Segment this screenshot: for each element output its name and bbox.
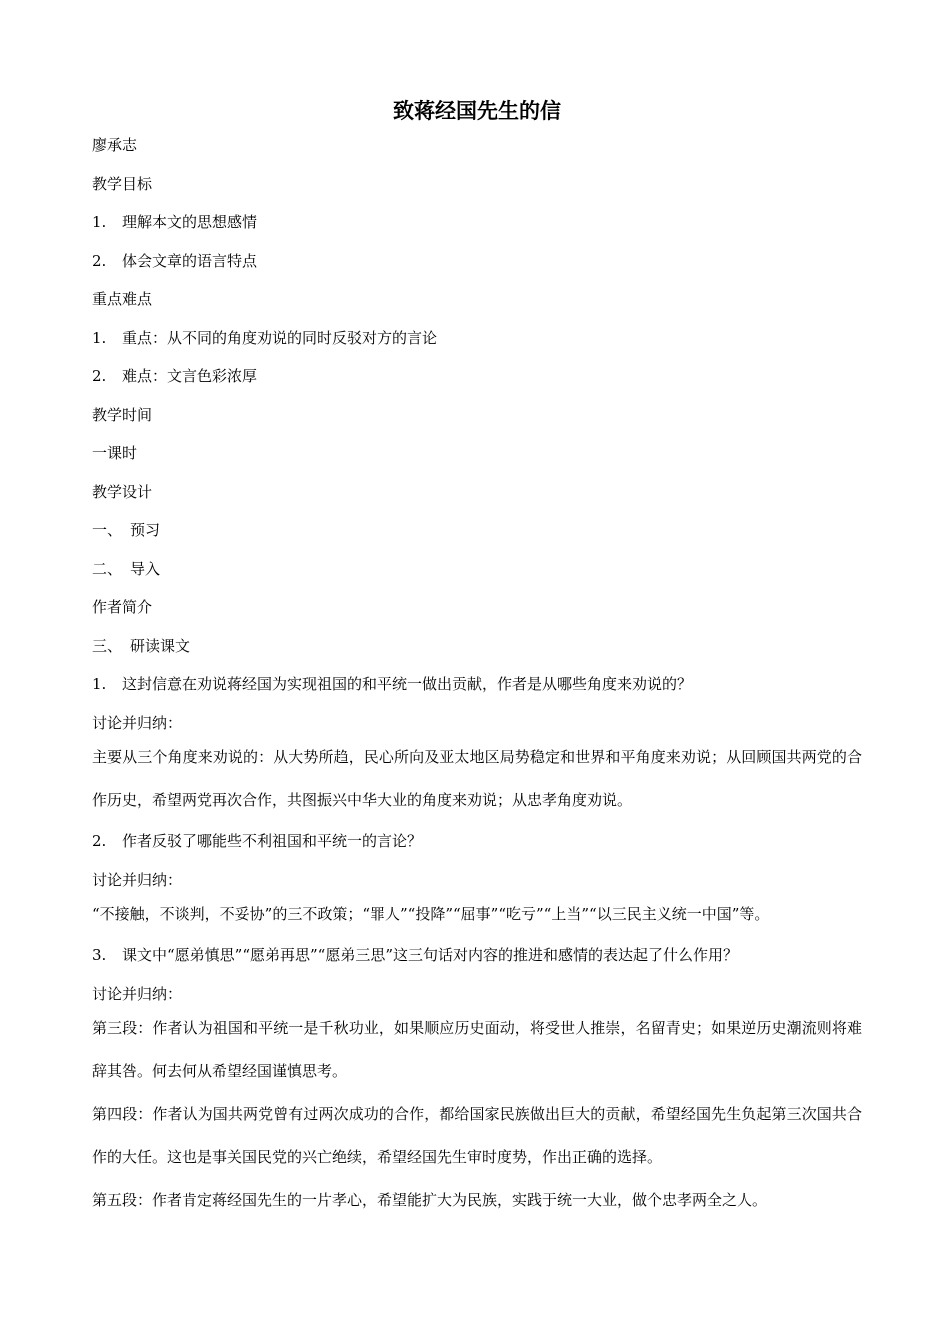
- discuss-label: 讨论并归纳：: [92, 984, 183, 1003]
- discuss-label: 讨论并归纳：: [92, 870, 183, 889]
- goal-number: 2.: [92, 251, 107, 270]
- step-text: 预习: [130, 521, 161, 539]
- author-intro: 作者简介: [92, 598, 153, 616]
- step-number: 一、: [92, 521, 123, 539]
- answer-paragraph: 主要从三个角度来劝说的：从大势所趋，民心所向及亚太地区局势稳定和世界和平角度来劝说；从回顾国共两党的合作历史，希望两党再次合作，共图振兴中华大业的角度来劝说；从忠孝角度劝说。: [92, 748, 862, 809]
- step-item: [92, 627, 862, 666]
- author-name: 廖承志: [92, 136, 138, 154]
- question-item: [92, 665, 862, 704]
- keypoint-text: 重点：从不同的角度劝说的同时反驳对方的言论: [122, 328, 438, 347]
- keypoint-text: 难点：文言色彩浓厚: [122, 367, 258, 385]
- question-number: 3.: [92, 946, 107, 964]
- question-number: 2.: [92, 832, 107, 850]
- design-heading: 教学设计: [92, 482, 153, 501]
- step-number: 三、: [92, 636, 123, 655]
- step-item: [92, 511, 862, 550]
- step-number: 二、: [92, 559, 123, 578]
- answer-paragraph: 第五段：作者肯定蒋经国先生的一片孝心，希望能扩大为民族，实践于统一大业，做个忠孝两全之人。: [92, 1191, 768, 1209]
- step-item: [92, 550, 862, 589]
- keypoints-heading: 重点难点: [92, 290, 153, 308]
- discuss-label: 讨论并归纳：: [92, 713, 183, 732]
- keypoint-item: [92, 357, 862, 396]
- question-item: [92, 822, 862, 861]
- question-text: 作者反驳了哪能些不利祖国和平统一的言论？: [122, 832, 423, 850]
- answer-paragraph: “不接触，不谈判，不妥协”的三不政策；“罪人”“投降”“屈事”“吃亏”“上当”“以三民主义统一中国”等。: [92, 905, 770, 923]
- goal-text: 理解本文的思想感情: [122, 213, 258, 231]
- document-title: 致蒋经国先生的信: [393, 98, 561, 123]
- question-number: 1.: [92, 675, 107, 693]
- goal-item: [92, 203, 862, 242]
- question-item: [92, 936, 862, 975]
- time-heading: 教学时间: [92, 405, 153, 424]
- goal-number: 1.: [92, 213, 107, 231]
- document-page: [92, 96, 862, 1222]
- keypoint-number: 2.: [92, 367, 107, 385]
- goal-item: [92, 242, 862, 281]
- question-text: 这封信意在劝说蒋经国为实现祖国的和平统一做出贡献，作者是从哪些角度来劝说的？: [122, 675, 693, 693]
- step-text: 研读课文: [130, 636, 191, 655]
- answer-paragraph: 第四段：作者认为国共两党曾有过两次成功的合作，都给国家民族做出巨大的贡献，希望经国先生负起第三次国共合作的大任。这也是事关国民党的兴亡绝续，希望经国先生审时度势，作出正确的选择。: [92, 1105, 862, 1166]
- goal-text: 体会文章的语言特点: [122, 251, 258, 270]
- answer-paragraph: 第三段：作者认为祖国和平统一是千秋功业，如果顺应历史面动，将受世人推崇，名留青史；如果逆历史潮流则将难辞其咎。何去何从希望经国谨慎思考。: [92, 1019, 862, 1080]
- keypoint-number: 1.: [92, 328, 107, 347]
- question-text: 课文中“愿弟慎思”“愿弟再思”“愿弟三思”这三句话对内容的推进和感情的表达起了什么作用？: [122, 946, 739, 964]
- goals-heading: 教学目标: [92, 174, 153, 193]
- keypoint-item: [92, 319, 862, 358]
- time-value: 一课时: [92, 444, 138, 462]
- step-text: 导入: [130, 559, 161, 578]
